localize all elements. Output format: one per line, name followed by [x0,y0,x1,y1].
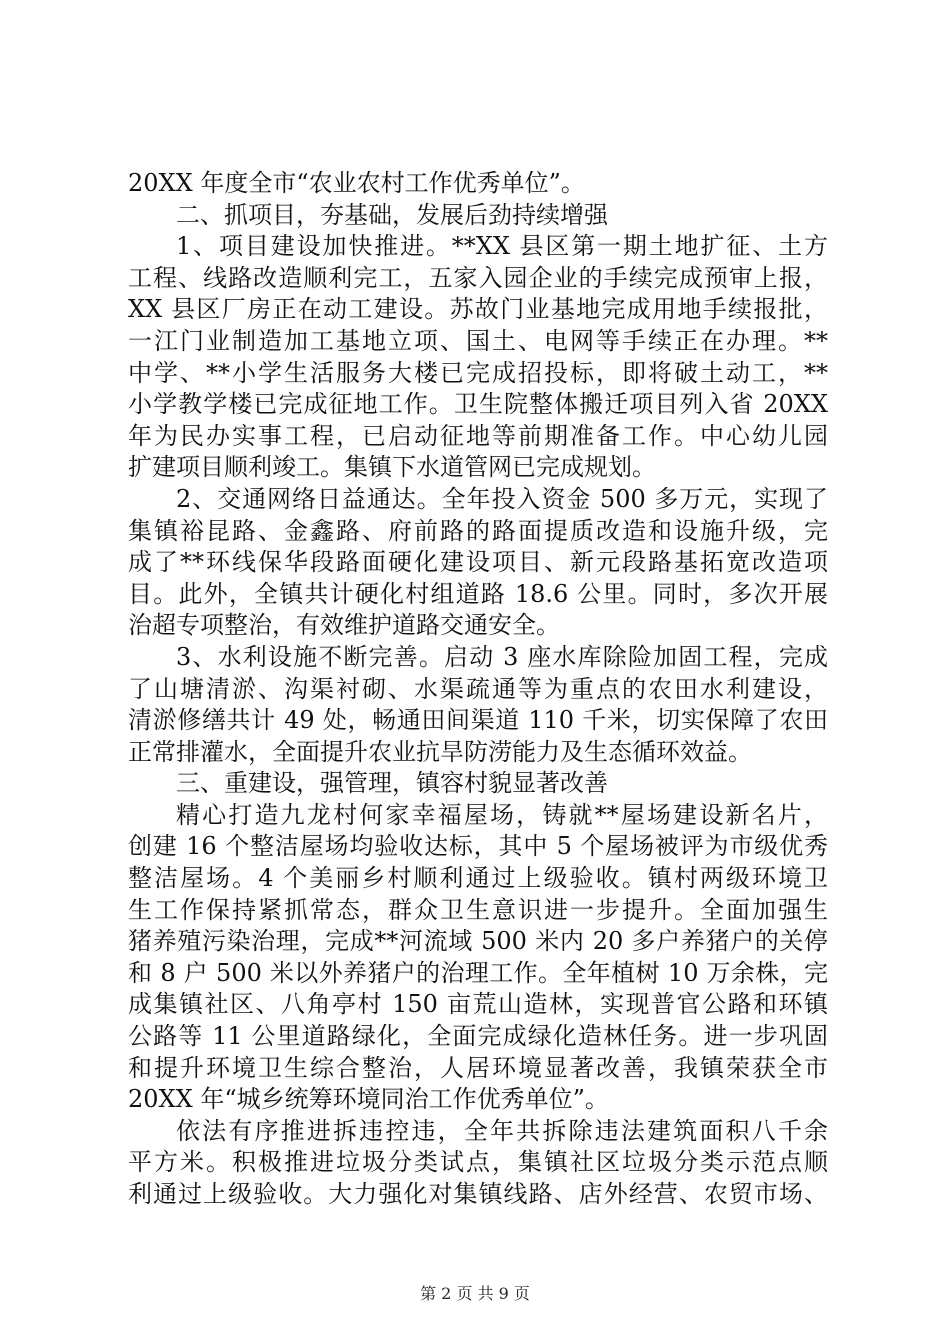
text-line: 创建 16 个整洁屋场均验收达标，其中 5 个屋场被评为市级优秀 [128,832,828,861]
text-line: 和提升环境卫生综合整治，人居环境显著改善，我镇荣获全市 [128,1053,828,1082]
text-line: 一江门业制造加工基地立项、国土、电网等手续正在办理。** [128,326,828,355]
text-line: 依法有序推进拆违控违，全年共拆除违法建筑面积八千余 [176,1116,828,1145]
text-line: 扩建项目顺利竣工。集镇下水道管网已完成规划。 [128,453,656,482]
text-line: 了山塘清淤、沟渠衬砌、水渠疏通等为重点的农田水利建设， [128,674,828,703]
text-line: 二、抓项目，夯基础，发展后劲持续增强 [176,200,608,229]
text-line: 精心打造九龙村何家幸福屋场，铸就**屋场建设新名片， [176,800,828,829]
text-line: 3、水利设施不断完善。启动 3 座水库除险加固工程，完成 [176,642,828,671]
text-line: 整洁屋场。4 个美丽乡村顺利通过上级验收。镇村两级环境卫 [128,864,828,893]
text-line: 成了**环线保华段路面硬化建设项目、新元段路基拓宽改造项 [128,548,828,577]
text-line: 2、交通网络日益通达。全年投入资金 500 多万元，实现了 [176,484,828,513]
text-line: 工程、线路改造顺利完工，五家入园企业的手续完成预审上报， [128,263,828,292]
text-line: 目。此外，全镇共计硬化村组道路 18.6 公里。同时，多次开展 [128,579,828,608]
text-line: 清淤修缮共计 49 处，畅通田间渠道 110 千米，切实保障了农田 [128,706,828,735]
text-line: XX 县区厂房正在动工建设。苏故门业基地完成用地手续报批， [128,295,828,324]
text-line: 小学教学楼已完成征地工作。卫生院整体搬迁项目列入省 20XX [128,390,828,419]
text-line: 猪养殖污染治理，完成**河流域 500 米内 20 多户养猪户的关停 [128,927,828,956]
document-body [128,168,828,1211]
text-line: 1、项目建设加快推进。**XX 县区第一期土地扩征、土方 [176,232,828,261]
text-line: 中学、**小学生活服务大楼已完成招投标，即将破土动工，** [128,358,828,387]
text-line: 集镇裕昆路、金鑫路、府前路的路面提质改造和设施升级，完 [128,516,828,545]
text-line: 平方米。积极推进垃圾分类试点，集镇社区垃圾分类示范点顺 [128,1148,828,1177]
text-line: 20XX 年度全市“农业农村工作优秀单位”。 [128,169,585,197]
text-line: 正常排灌水，全面提升农业抗旱防涝能力及生态循环效益。 [128,737,752,766]
text-line: 和 8 户 500 米以外养猪户的治理工作。全年植树 10 万余株，完 [128,958,828,987]
text-line: 生工作保持紧抓常态，群众卫生意识进一步提升。全面加强生 [128,895,828,924]
text-line: 治超专项整治，有效维护道路交通安全。 [128,611,560,640]
page-footer: 第 2 页 共 9 页 [420,1284,530,1303]
text-line: 成集镇社区、八角亭村 150 亩荒山造林，实现普官公路和环镇 [128,990,828,1019]
text-line: 三、重建设，强管理，镇容村貌显著改善 [176,769,608,798]
text-line: 年为民办实事工程，已启动征地等前期准备工作。中心幼儿园 [128,421,828,450]
text-line: 公路等 11 公里道路绿化，全面完成绿化造林任务。进一步巩固 [128,1022,828,1051]
text-line: 20XX 年“城乡统筹环境同治工作优秀单位”。 [128,1085,609,1114]
text-line: 利通过上级验收。大力强化对集镇线路、店外经营、农贸市场、 [128,1180,828,1208]
